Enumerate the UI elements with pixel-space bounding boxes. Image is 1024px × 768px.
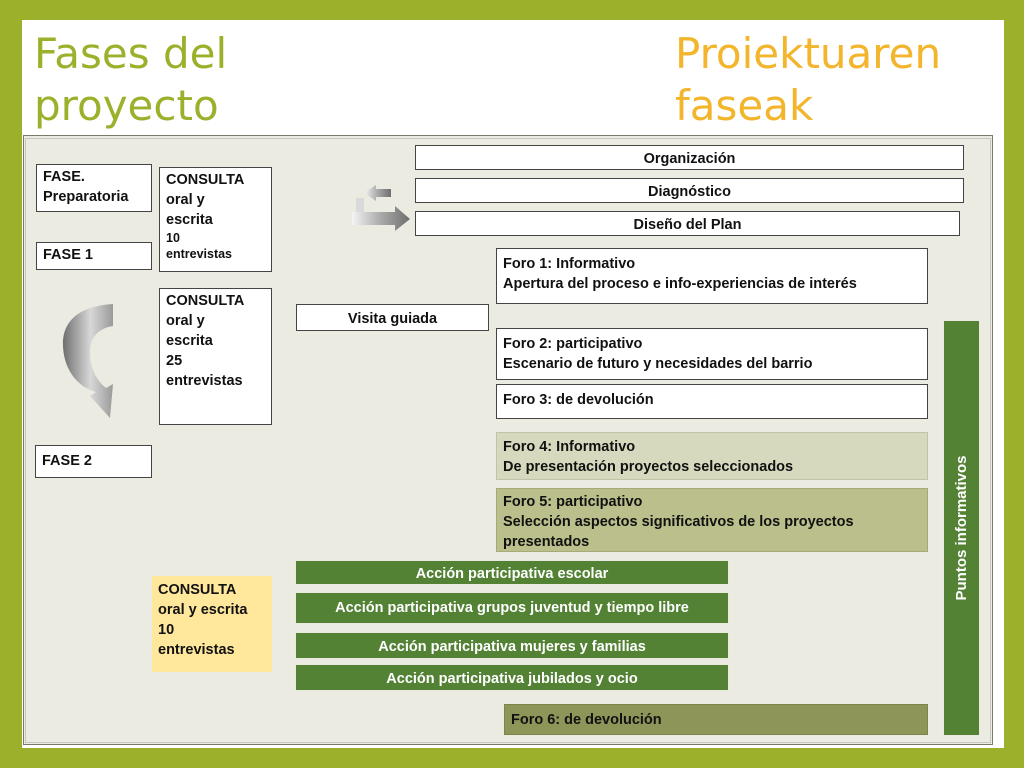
consulta-1-line-3: escrita xyxy=(166,212,213,228)
consulta-3-line-2: oral y escrita xyxy=(158,602,248,618)
consulta-3-line-4: entrevistas xyxy=(158,642,235,658)
consulta-3-line-3: 10 xyxy=(158,622,175,638)
phase-1-label: FASE 1 xyxy=(43,247,93,263)
consulta-1-line-4: 10 xyxy=(166,231,180,245)
foro-5-description-cont: presentados xyxy=(503,534,590,550)
phase-preparatoria-line-2: Preparatoria xyxy=(43,189,129,205)
title-basque-line-1: Proiektuaren xyxy=(675,29,942,78)
consulta-1-line-1: CONSULTA xyxy=(166,172,245,188)
consulta-2-line-5: entrevistas xyxy=(166,373,243,389)
phase-preparatoria-line-1: FASE. xyxy=(43,169,85,185)
foro-2-description: Escenario de futuro y necesidades del barrio xyxy=(503,356,813,372)
foro-5-title: Foro 5: participativo xyxy=(503,494,643,510)
consulta-2-line-3: escrita xyxy=(166,333,213,349)
visita-guiada-label: Visita guiada xyxy=(347,311,438,327)
accion-escolar-label: Acción participativa escolar xyxy=(415,566,609,582)
foro-1-description: Apertura del proceso e info-experiencias de interés xyxy=(503,276,857,292)
foro-2-title: Foro 2: participativo xyxy=(503,336,643,352)
consulta-3-line-1: CONSULTA xyxy=(158,582,237,598)
curved-down-arrow-icon xyxy=(63,304,113,418)
foro-5-description: Selección aspectos significativos de los proyectos xyxy=(503,514,854,530)
foro-3-title: Foro 3: de devolución xyxy=(503,392,654,408)
consulta-2-line-1: CONSULTA xyxy=(166,293,245,309)
foro-4-description: De presentación proyectos seleccionados xyxy=(503,459,794,475)
title-spanish-line-1: Fases del xyxy=(34,29,228,78)
back-arrow-icon xyxy=(364,185,391,201)
step-diagnostico-label: Diagnóstico xyxy=(648,184,731,200)
accion-jubilados-label: Acción participativa jubilados y ocio xyxy=(386,671,638,687)
consulta-2-line-4: 25 xyxy=(166,353,183,369)
step-diseno-plan-label: Diseño del Plan xyxy=(633,217,742,233)
title-spanish-line-2: proyecto xyxy=(34,81,219,130)
foro-4-title: Foro 4: Informativo xyxy=(503,439,636,455)
foro-1-title: Foro 1: Informativo xyxy=(503,256,636,272)
title-basque-line-2: faseak xyxy=(675,81,814,130)
consulta-1-line-2: oral y xyxy=(166,192,205,208)
consulta-1-line-5: entrevistas xyxy=(166,247,233,261)
consulta-2-line-2: oral y xyxy=(166,313,205,329)
puntos-informativos-label: Puntos informativos xyxy=(952,455,970,601)
foro-6-title: Foro 6: de devolución xyxy=(511,712,662,728)
accion-mujeres-label: Acción participativa mujeres y familias xyxy=(378,639,646,655)
accion-juventud-label: Acción participativa grupos juventud y tiempo libre xyxy=(335,600,689,616)
step-organizacion-label: Organización xyxy=(643,151,736,167)
phase-2-label: FASE 2 xyxy=(42,453,92,469)
